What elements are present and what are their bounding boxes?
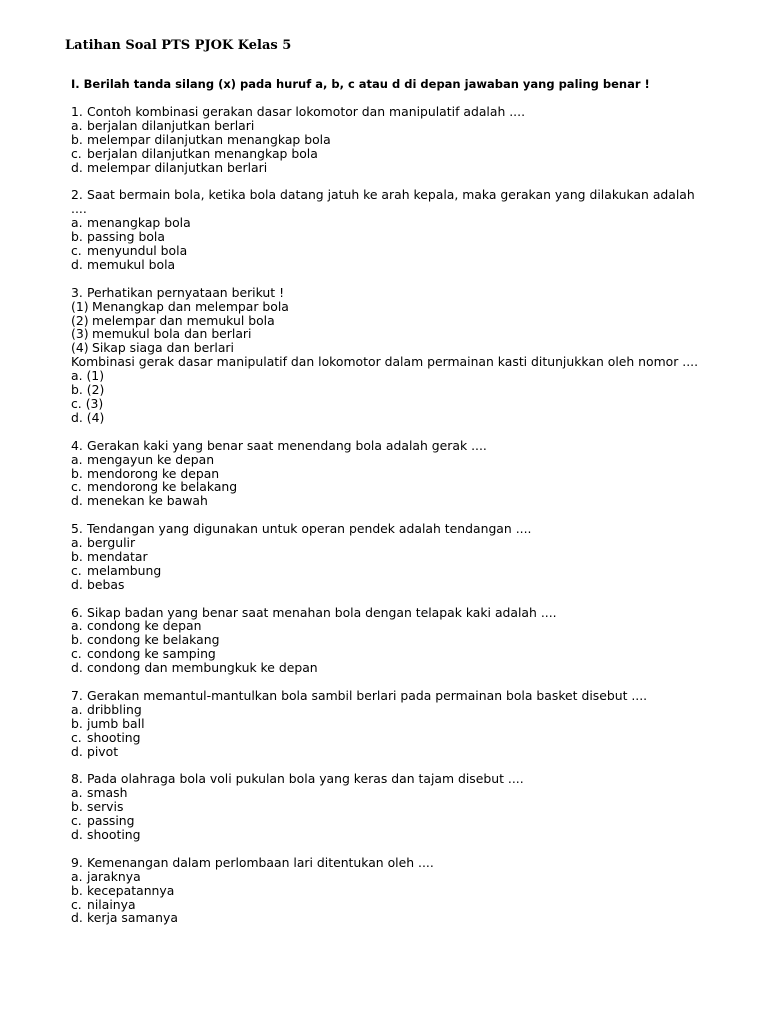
question-number: 2.: [71, 187, 83, 203]
question-prompt: Kombinasi gerak dasar manipulatif dan lokomotor dalam permainan kasti ditunjukkan oleh nomor ....: [71, 354, 699, 370]
option-d[interactable]: [71, 161, 721, 175]
option-text: mendorong ke belakang: [87, 479, 238, 495]
question-text: Contoh kombinasi gerakan dasar lokomotor dan manipulatif adalah ....: [87, 104, 526, 119]
statement-label: (3): [71, 326, 89, 342]
option-text: melambung: [87, 562, 162, 578]
question-7: [71, 689, 721, 759]
option-label: a.: [71, 868, 83, 884]
option-b[interactable]: [71, 230, 721, 244]
option-text: nilainya: [87, 896, 136, 912]
option-text: menyundul bola: [87, 243, 188, 259]
question-number: 6.: [71, 604, 83, 620]
question-number: 9.: [71, 854, 83, 870]
question-number: 4.: [71, 437, 83, 453]
option-d[interactable]: [71, 911, 721, 925]
option-a[interactable]: [71, 703, 721, 717]
option-b[interactable]: [71, 550, 721, 564]
option-label: d.: [71, 576, 83, 592]
option-label: b.: [71, 229, 83, 245]
question-3: [71, 286, 721, 425]
option-label: c.: [71, 646, 82, 662]
option-label: b.: [71, 882, 83, 898]
question-number: 5.: [71, 521, 83, 537]
option-a[interactable]: [71, 453, 721, 467]
option-label: a.: [71, 785, 83, 801]
option-d[interactable]: [71, 258, 721, 272]
statement-text: memukul bola dan berlari: [92, 326, 252, 342]
option-label: d.: [71, 256, 83, 272]
option-label: d.: [71, 660, 83, 676]
question-text: Pada olahraga bola voli pukulan bola yang keras dan tajam disebut ....: [87, 771, 524, 787]
option-text: bebas: [87, 576, 125, 592]
option-text: bergulir: [87, 535, 136, 551]
option-text: servis: [87, 799, 124, 815]
option-c[interactable]: [71, 244, 721, 258]
option-d[interactable]: [71, 494, 721, 508]
option-label: a.: [71, 618, 83, 634]
instruction-text: I. Berilah tanda silang (x) pada huruf a, b, c atau d di depan jawaban yang paling benar !: [71, 77, 650, 91]
option-c[interactable]: [71, 564, 721, 578]
option-text: menangkap bola: [87, 215, 191, 231]
option-text: smash: [87, 785, 128, 801]
option-b[interactable]: [71, 467, 721, 481]
question-text: Kemenangan dalam perlombaan lari ditentukan oleh ....: [87, 854, 434, 870]
option-d[interactable]: [71, 578, 721, 592]
option-text: condong ke belakang: [87, 632, 220, 648]
statement-text: melempar dan memukul bola: [92, 312, 275, 328]
option-d[interactable]: [71, 745, 721, 759]
option-text: melempar dilanjutkan berlari: [87, 159, 268, 175]
option-text: mendorong ke depan: [87, 465, 220, 481]
question-9: [71, 856, 721, 926]
option-text: melempar dilanjutkan menangkap bola: [87, 131, 331, 147]
statement-label: (2): [71, 312, 89, 328]
option-d[interactable]: d. (4): [71, 409, 105, 425]
option-text: dribbling: [87, 701, 142, 717]
option-text: berjalan dilanjutkan menangkap bola: [87, 145, 318, 161]
statement-2: [71, 314, 721, 328]
statement-label: (4): [71, 340, 89, 356]
option-a[interactable]: [71, 536, 721, 550]
option-c[interactable]: [71, 480, 721, 494]
option-text: shooting: [87, 729, 141, 745]
option-b[interactable]: [71, 633, 721, 647]
question-text: Gerakan kaki yang benar saat menendang bola adalah gerak ....: [87, 437, 487, 453]
option-label: d.: [71, 910, 83, 926]
option-label: a.: [71, 701, 83, 717]
option-c[interactable]: [71, 731, 721, 745]
option-a[interactable]: a. (1): [71, 368, 105, 384]
option-text: memukul bola: [87, 256, 176, 272]
option-label: a.: [71, 451, 83, 467]
option-label: d.: [71, 159, 83, 175]
option-text: pivot: [87, 743, 119, 759]
statement-4: [71, 341, 721, 355]
option-text: mengayun ke depan: [87, 451, 215, 467]
question-number: 7.: [71, 687, 83, 703]
option-c[interactable]: [71, 147, 721, 161]
question-text: Tendangan yang digunakan untuk operan pendek adalah tendangan ....: [87, 521, 532, 537]
question-dots: ....: [71, 201, 87, 217]
option-text: kecepatannya: [87, 882, 175, 898]
option-text: jumb ball: [87, 715, 145, 731]
option-b[interactable]: [71, 133, 721, 147]
question-list: [71, 105, 721, 939]
option-label: b.: [71, 799, 83, 815]
option-text: shooting: [87, 827, 141, 843]
option-label: c.: [71, 729, 82, 745]
option-label: a.: [71, 215, 83, 231]
statement-text: Menangkap dan melempar bola: [92, 298, 289, 314]
question-number: 8.: [71, 771, 83, 787]
question-number: 1.: [71, 104, 83, 119]
option-a[interactable]: [71, 216, 721, 230]
option-label: c.: [71, 145, 82, 161]
option-c[interactable]: [71, 647, 721, 661]
option-a[interactable]: [71, 870, 721, 884]
option-b[interactable]: [71, 717, 721, 731]
option-label: c.: [71, 562, 82, 578]
question-8: [71, 772, 721, 842]
option-c[interactable]: [71, 814, 721, 828]
question-4: [71, 439, 721, 509]
option-label: c.: [71, 896, 82, 912]
option-c[interactable]: c. (3): [71, 396, 104, 411]
option-text: jaraknya: [87, 868, 141, 884]
option-label: c.: [71, 813, 82, 829]
option-label: d.: [71, 827, 83, 843]
question-text: Gerakan memantul-mantulkan bola sambil berlari pada permainan bola basket disebut ....: [87, 687, 648, 703]
option-label: b.: [71, 465, 83, 481]
question-text: Saat bermain bola, ketika bola datang jatuh ke arah kepala, maka gerakan yang dilakukan adalah: [87, 187, 695, 203]
option-text: mendatar: [87, 548, 148, 564]
option-label: d.: [71, 743, 83, 759]
option-label: b.: [71, 715, 83, 731]
option-label: b.: [71, 632, 83, 648]
option-b[interactable]: [71, 884, 721, 898]
question-2: [71, 188, 721, 271]
option-d[interactable]: [71, 661, 721, 675]
question-number: 3.: [71, 284, 83, 300]
option-a[interactable]: [71, 119, 721, 133]
option-b[interactable]: b. (2): [71, 382, 105, 398]
option-label: b.: [71, 131, 83, 147]
statement-1: [71, 300, 721, 314]
option-label: d.: [71, 493, 83, 509]
option-text: condong dan membungkuk ke depan: [87, 660, 318, 676]
option-text: passing bola: [87, 229, 165, 245]
option-text: berjalan dilanjutkan berlari: [87, 117, 255, 133]
question-6: [71, 606, 721, 676]
document-title: Latihan Soal PTS PJOK Kelas 5: [65, 38, 292, 53]
statement-3: [71, 327, 721, 341]
statement-text: Sikap siaga dan berlari: [92, 340, 234, 356]
option-text: menekan ke bawah: [87, 493, 208, 509]
question-text: Perhatikan pernyataan berikut !: [87, 284, 285, 300]
option-label: c.: [71, 243, 82, 259]
statement-label: (1): [71, 298, 89, 314]
option-label: c.: [71, 479, 82, 495]
option-a[interactable]: [71, 786, 721, 800]
option-text: condong ke samping: [87, 646, 216, 662]
option-text: kerja samanya: [87, 910, 178, 926]
question-5: [71, 522, 721, 592]
question-text: Sikap badan yang benar saat menahan bola dengan telapak kaki adalah ....: [87, 604, 557, 620]
option-b[interactable]: [71, 800, 721, 814]
option-label: a.: [71, 535, 83, 551]
option-a[interactable]: [71, 619, 721, 633]
option-d[interactable]: [71, 828, 721, 842]
question-1: [71, 105, 721, 175]
option-text: passing: [87, 813, 135, 829]
option-c[interactable]: [71, 898, 721, 912]
option-text: condong ke depan: [87, 618, 202, 634]
option-label: a.: [71, 117, 83, 133]
option-label: b.: [71, 548, 83, 564]
